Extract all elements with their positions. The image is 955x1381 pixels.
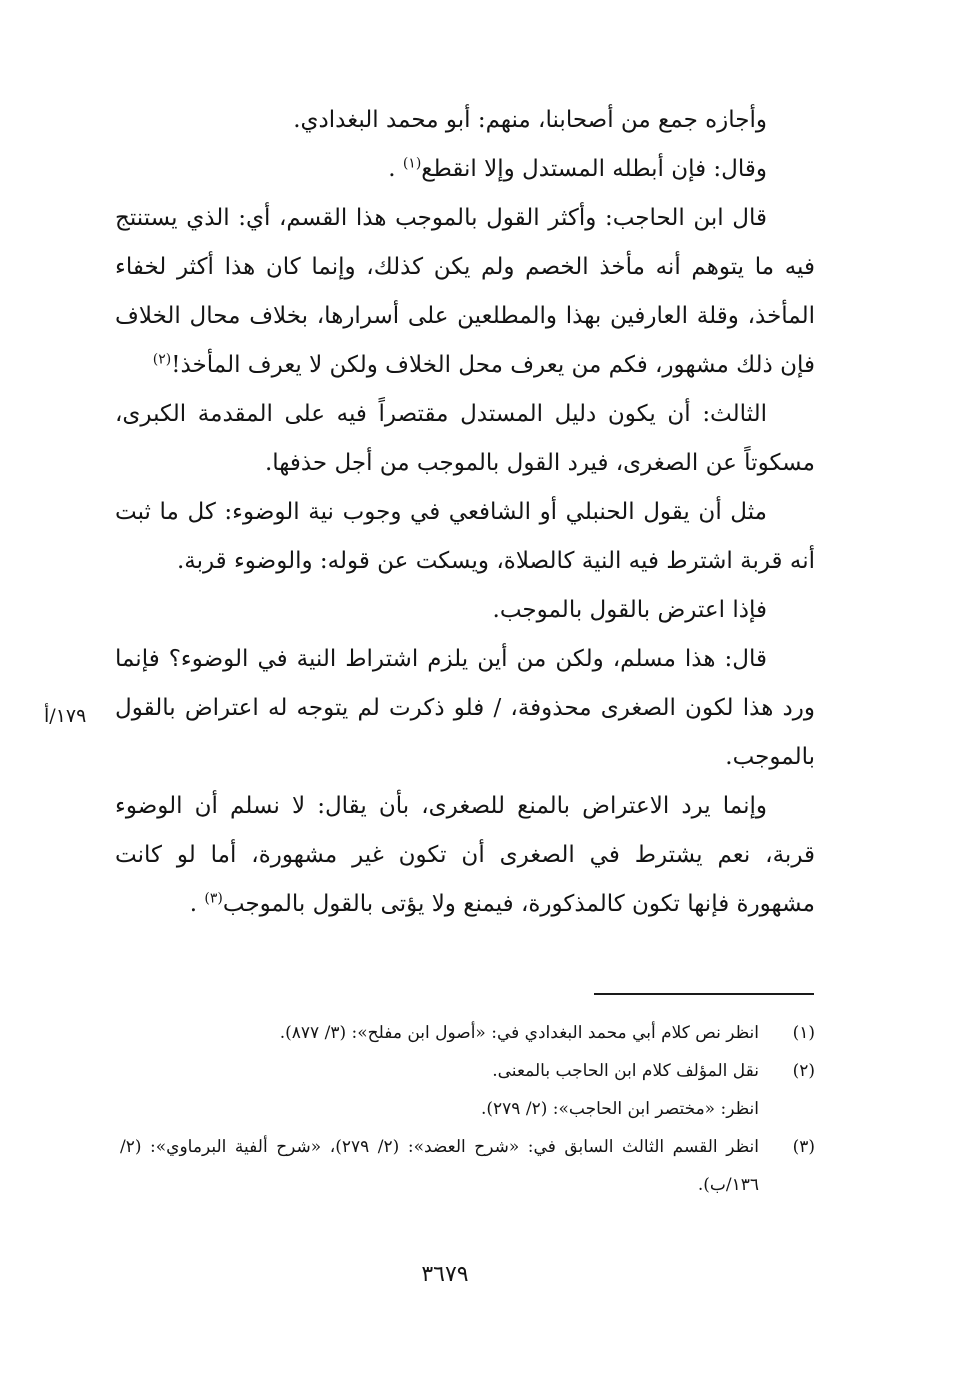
footnote-number: (٣) (792, 1137, 815, 1157)
footnote-1 (120, 1014, 815, 1052)
footnote-text: نقل المؤلف كلام ابن الحاجب بالمعنى. (492, 1061, 759, 1081)
footnote-3 (120, 1128, 815, 1204)
paragraph-4: الثالث: أن يكون دليل المستدل مقتصراً فيه على المقدمة الكبرى، مسكوتاً عن الصغرى، فيرد القول بالموجب من أجل حذفها. (115, 401, 815, 476)
footnote-number: (٢) (792, 1061, 815, 1081)
paragraph-3: قال ابن الحاجب: وأكثر القول بالموجب هذا القسم، أي: الذي يستنتج فيه ما يتوهم أنه مأخذ الخصم ولم يكن كذلك، وإنما كان هذا أكثر لخفاء المأخذ، وقلة العارفين بهذا والمطلعين على أسرارها، بخلاف محال الخلاف فإن ذلك مشهور، فكم من يعرف محل الخلاف ولكن لا يعرف المأخذ!$^{(٢)}$ (115, 205, 815, 378)
paragraph-6: فإذا اعترض بالقول بالموجب. (492, 597, 767, 623)
paragraph-7: قال: هذا مسلم، ولكن من أين يلزم اشتراط النية في الوضوء؟ فإنما ورد هذا لكون الصغرى محذوفة، / فلو ذكرت لم يتوجه له اعتراض بالقول بالموجب. (115, 646, 815, 770)
footnote-text: انظر: «مختصر ابن الحاجب»: (٢/ ٢٧٩). (480, 1099, 759, 1119)
manuscript-folio-note: ١٧٩/أ (44, 705, 87, 727)
main-text (115, 96, 815, 929)
page-number: ٣٦٧٩ (421, 1262, 469, 1287)
footnote-text: انظر القسم الثالث السابق في: «شرح العضد»: (٢/ ٢٧٩)، «شرح ألفية البرماوي»: (٢/ ١٣٦/ب). (120, 1137, 759, 1195)
footnotes (120, 1014, 815, 1204)
footnote-ref-3[interactable]: (٣) (204, 890, 223, 907)
footnote-separator (594, 993, 814, 995)
footnote-2-continued (120, 1090, 815, 1128)
paragraph-5: مثل أن يقول الحنبلي أو الشافعي في وجوب نية الوضوء: كل ما ثبت أنه قربة اشترط فيه النية كالصلاة، ويسكت عن قوله: والوضوء قربة. (115, 499, 815, 574)
footnote-2 (120, 1052, 815, 1090)
footnote-number: (١) (792, 1023, 815, 1043)
paragraph-2: وقال: فإن أبطله المستدل وإلا انقطع$^{(١)}$ . (388, 155, 767, 182)
footnote-ref-1[interactable]: (١) (402, 155, 422, 172)
paragraph-1: وأجازه جمع من أصحابنا، منهم: أبو محمد البغدادي. (293, 107, 767, 133)
footnote-text: انظر نص كلام أبي محمد البغدادي في: «أصول ابن مفلح»: (٣/ ٨٧٧). (279, 1023, 759, 1043)
paragraph-8: وإنما يرد الاعتراض بالمنع للصغرى، بأن يقال: لا نسلم أن الوضوء قربة، نعم يشترط في الصغرى أن تكون غير مشهورة، أما لو كانت مشهورة فإنها تكون كالمذكورة، فيمنع ولا يؤتى بالقول بالموجب$^{(٣)}$ . (115, 793, 815, 917)
footnote-ref-2[interactable]: (٢) (152, 351, 172, 368)
